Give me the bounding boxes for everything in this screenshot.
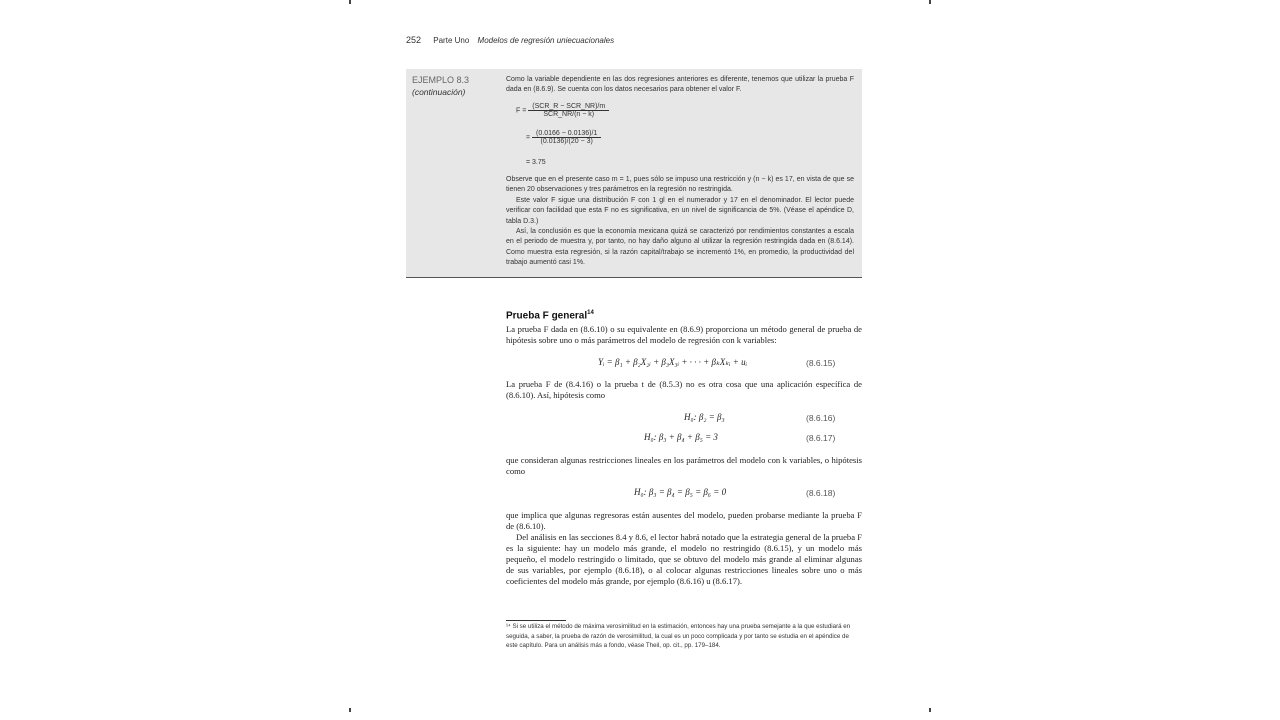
section-title [506, 310, 594, 321]
eq1-numerator: (SCR_R − SCR_NR)/m [528, 103, 609, 111]
equation-number-8-6-15: (8.6.15) [806, 358, 836, 368]
section-title-text: Prueba F general [506, 310, 588, 322]
running-header [406, 35, 614, 45]
crop-mark-bottom-right [929, 708, 931, 712]
crop-mark-top-right [929, 0, 931, 4]
example-box [406, 69, 862, 278]
section-para-1-text: La prueba F dada en (8.6.10) o su equivalente en (8.6.9) proporciona un método general de prueba de hipótesis sobre uno o más parámetros del modelo de regresión con k variables: [506, 324, 862, 345]
eq1-fraction [528, 103, 609, 118]
equation-number-8-6-16: (8.6.16) [806, 413, 836, 423]
section-para-1 [506, 324, 862, 346]
footnote-ref: 14 [587, 310, 594, 316]
equation-number-8-6-17: (8.6.17) [806, 433, 836, 443]
footnote-rule [506, 620, 566, 621]
section-para-3 [506, 455, 862, 477]
equation-8-6-18: H₀: β₃ = β₄ = β₅ = β₆ = 0 [634, 487, 727, 497]
crop-mark-bottom-left [349, 708, 351, 712]
example-discussion [506, 175, 854, 269]
eq2-denominator: (0.0136)/(20 − 3) [540, 138, 593, 145]
section-para-4 [506, 510, 862, 587]
page-number: 252 [406, 35, 422, 45]
section-para-2-text: La prueba F de (8.4.16) o la prueba t de (8.5.3) no es otra cosa que una aplicación específica de (8.6.10). Así, hipótesis como [506, 379, 862, 400]
equation-8-6-16: H₀: β₂ = β₃ [684, 412, 725, 422]
part-label: Parte Uno [433, 36, 470, 45]
example-para-1: Observe que en el presente caso m = 1, pues sólo se impuso una restricción y (n − k) es 17, en vista de que se tienen 20 observaciones y tres parámetros en la regresión no restringida. [506, 176, 854, 194]
crop-mark-top-left [349, 0, 351, 4]
equation-8-6-15: Yᵢ = β₁ + β₂X₂ᵢ + β₃X₃ᵢ + · · · + βₖXₖᵢ + uᵢ [598, 357, 748, 367]
example-sub: (continuación) [412, 87, 466, 97]
section-para-3-text: que consideran algunas restricciones lineales en los parámetros del modelo con k variables, o hipótesis como [506, 455, 862, 476]
equation-f-values [526, 130, 601, 145]
equation-f-result: = 3.75 [526, 159, 546, 166]
eq2-numerator: (0.0166 − 0.0136)/1 [532, 130, 601, 138]
example-para-2: Este valor F sigue una distribución F con 1 gl en el numerador y 17 en el denominador. El lector puede verificar con facilidad que esta F no es significativa, en un nivel de significancia de 5%. (Véase el apéndice D, tabla D.3.) [506, 196, 854, 225]
chapter-title: Modelos de regresión uniecuacionales [477, 36, 615, 45]
equation-8-6-17: H₀: β₃ + β₄ + β₅ = 3 [644, 432, 718, 442]
example-intro [506, 75, 854, 96]
section-para-4-text: que implica que algunas regresoras están ausentes del modelo, pueden probarse mediante la prueba F de (8.6.10). [506, 510, 862, 531]
section-para-2 [506, 379, 862, 401]
eq1-lhs: F = [516, 107, 527, 115]
equation-f-formula [516, 103, 609, 118]
example-para-3: Así, la conclusión es que la economía mexicana quizá se caracterizó por rendimientos constantes a escala en el periodo de muestra y, por tanto, no hay daño alguno al utilizar la regresión restringida dada en (8.6.14). Como muestra esta regresión, si la razón capital/trabajo se incrementó 1%, en promedio, la productividad del trabajo aumentó casi 1%. [506, 228, 854, 267]
example-intro-text: Como la variable dependiente en las dos regresiones anteriores es diferente, tenemos que utilizar la prueba F dada en (8.6.9). Se cuenta con los datos necesarios para obtener el valor F. [506, 76, 854, 94]
example-label: EJEMPLO 8.3 [412, 75, 470, 85]
eq2-lhs: = [526, 134, 531, 142]
footnote: ¹⁴ Si se utiliza el método de máxima verosimilitud en la estimación, entonces hay una prueba semejante a la que estudiará en seguida, a saber, la prueba de razón de verosimilitud, la cual es un poco complicada y por tanto se estudia en el apéndice de este capítulo. Para un análisis más a fondo, véase Theil, op. cit., pp. 179–184. [506, 623, 851, 649]
eq1-denominator: SCR_NR/(n − k) [543, 111, 595, 118]
section-para-5-text: Del análisis en las secciones 8.4 y 8.6, el lector habrá notado que la estrategia general de la prueba F es la siguiente: hay un modelo más grande, el modelo no restringido (8.6.15), y un modelo más pequeño, el modelo restringido o limitado, que se obtuvo del modelo más grande al eliminar algunas de sus variables, por ejemplo (8.6.18), o al colocar algunas restricciones lineales sobre uno o más coeficientes del modelo más grande, por ejemplo (8.6.16) u (8.6.17). [506, 532, 862, 586]
eq2-fraction [532, 130, 601, 145]
equation-number-8-6-18: (8.6.18) [806, 488, 836, 498]
